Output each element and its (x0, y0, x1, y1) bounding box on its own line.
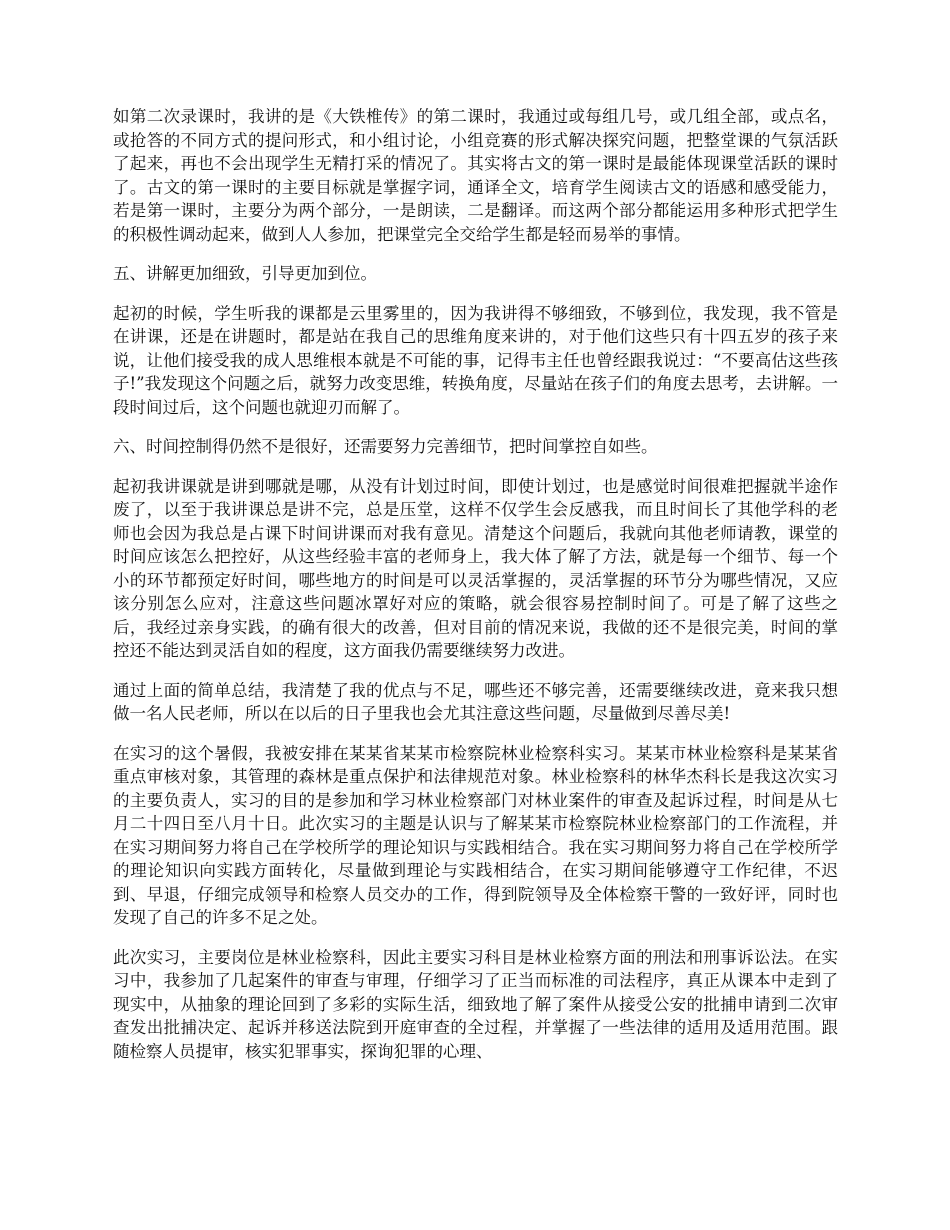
paragraph-recorded-lesson: 如第二次录课时，我讲的是《大铁椎传》的第二课时，我通过或每组几号，或几组全部，或点名，或抢答的不同方式的提问形式，和小组讨论，小组竞赛的形式解决探究问题，把整堂课的气氛活跃了起来，再也不会出现学生无精打采的情况了。其实将古文的第一课时是最能体现课堂活跃的课时了。古文的第一课时的主要目标就是掌握字词，通译全文，培育学生阅读古文的语感和感受能力，若是第一课时，主要分为两个部分，一是朗读，二是翻译。而这两个部分都能运用多种形式把学生的积极性调动起来，做到人人参加，把课堂完全交给学生都是轻而易举的事情。 (113, 107, 838, 244)
section-heading-six: 六、时间控制得仍然不是很好，还需要努力完善细节，把时间掌控自如些。 (113, 437, 658, 456)
paragraph-explanation: 起初的时候，学生听我的课都是云里雾里的，因为我讲得不够细致，不够到位，我发现，我不管是在讲课，还是在讲题时，都是站在我自己的思维角度来讲的，对于他们这些只有十四五岁的孩子来说，让他们接受我的成人思维根本就是不可能的事，记得韦主任也曾经跟我说过：“不要高估这些孩子!”我发现这个问题之后，就努力改变思维，转换角度，尽量站在孩子们的角度去思考，去讲解。一段时间过后，这个问题也就迎刃而解了。 (113, 303, 838, 417)
paragraph-summary: 通过上面的简单总结，我清楚了我的优点与不足，哪些还不够完善，还需要继续改进，竟来我只想做一名人民老师，所以在以后的日子里我也会尤其注意这些问题，尽量做到尽善尽美! (113, 680, 838, 723)
paragraph-internship-intro: 在实习的这个暑假，我被安排在某某省某某市检察院林业检察科实习。某某市林业检察科是某某省重点审核对象，其管理的森林是重点保护和法律规范对象。林业检察科的林华杰科长是我这次实习的主要负责人，实习的目的是参加和学习林业检察部门对林业案件的审查及起诉过程，时间是从七月二十四日至八月十日。此次实习的主题是认识与了解某某市检察院林业检察部门的工作流程，并在实习期间努力将自己在学校所学的理论知识与实践相结合。我在实习期间努力将自己在学校所学的理论知识向实践方面转化，尽量做到理论与实践相结合，在实习期间能够遵守工作纪律，不迟到、早退，仔细完成领导和检察人员交办的工作，得到院领导及全体检察干警的一致好评，同时也发现了自己的许多不足之处。 (113, 743, 838, 927)
paragraph-internship-details: 此次实习，主要岗位是林业检察科，因此主要实习科目是林业检察方面的刑法和刑事诉讼法。在实习中，我参加了几起案件的审查与审理，仔细学习了正当而标准的司法程序，真正从课本中走到了现实中，从抽象的理论回到了多彩的实际生活，细致地了解了案件从接受公安的批捕申请到二次审查发出批捕决定、起诉并移送法院到开庭审查的全过程，并掌握了一些法律的适用及适用范围。跟随检察人员提审，核实犯罪事实，探询犯罪的心理、 (113, 947, 838, 1061)
paragraph-time-control: 起初我讲课就是讲到哪就是哪，从没有计划过时间，即使计划过，也是感觉时间很难把握就半途作废了，以至于我讲课总是讲不完，总是压堂，这样不仅学生会反感我，而且时间长了其他学科的老师也会因为我总是占课下时间讲课而对我有意见。清楚这个问题后，我就向其他老师请教，课堂的时间应该怎么把控好，从这些经验丰富的老师身上，我大体了解了方法，就是每一个细节、每一个小的环节都预定好时间，哪些地方的时间是可以灵活掌握的，灵活掌握的环节分为哪些情况，又应该分别怎么应对，注意这些问题冰罩好对应的策略，就会很容易控制时间了。可是了解了这些之后，我经过亲身实践，的确有很大的改善，但对目前的情况来说，我做的还不是很完美，时间的掌控还不能达到灵活自如的程度，这方面我仍需要继续努力改进。 (113, 476, 838, 660)
section-heading-five: 五、讲解更加细致，引导更加到位。 (113, 264, 377, 283)
document-page (113, 105, 838, 1079)
